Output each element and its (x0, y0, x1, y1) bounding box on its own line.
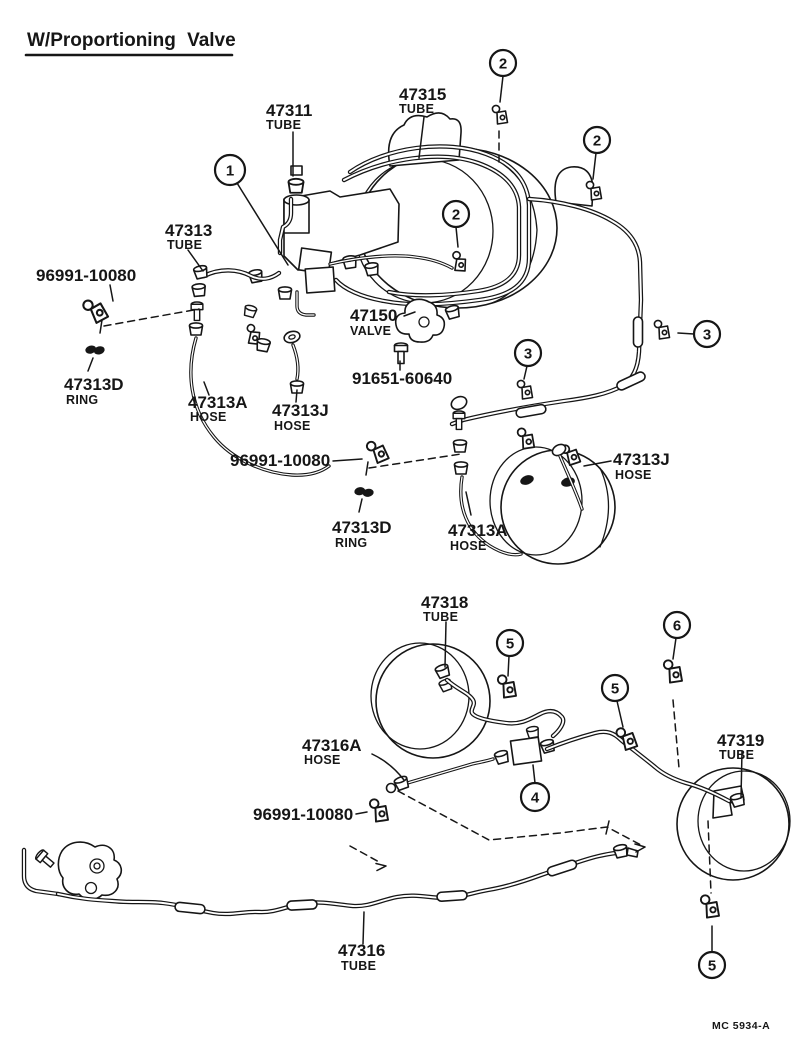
part-label-96991-10080-15 (253, 805, 353, 824)
part-number: 47316A (302, 736, 362, 755)
tube-47313 (204, 270, 279, 278)
part-label-47313j-hose-12 (613, 450, 670, 482)
part-type-label: VALVE (350, 324, 392, 338)
callout-5-8 (602, 675, 628, 701)
part-number: 47313 (165, 221, 213, 240)
callout-3-4 (694, 321, 720, 347)
part-type-label: RING (335, 536, 368, 550)
part-type-label: TUBE (423, 610, 459, 624)
callout-number: 3 (523, 345, 533, 363)
callout-number: 2 (592, 132, 602, 150)
part-type-label: RING (66, 393, 99, 407)
part-number: 96991-10080 (253, 805, 354, 824)
part-label-47315-tube-1 (399, 85, 446, 116)
part-label-47313-tube-2 (165, 221, 212, 252)
callout-number: 2 (498, 55, 508, 73)
page-title: W/Proportioning Valve (27, 30, 236, 51)
part-number: 47315 (399, 85, 447, 104)
part-number: 47150 (350, 306, 398, 325)
part-number: 47316 (338, 941, 386, 960)
part-label-47313a-hose-5 (188, 393, 248, 424)
callout-1-0 (215, 155, 245, 185)
part-label-47150-valve-7 (350, 306, 397, 338)
part-type-label: HOSE (450, 539, 487, 553)
callout-number: 5 (505, 635, 515, 653)
callout-3-5 (515, 340, 541, 366)
callout-4-6 (521, 783, 549, 811)
part-label-47316a-hose-14 (302, 736, 362, 767)
callout-number: 5 (707, 957, 717, 975)
part-type-label: TUBE (341, 959, 377, 973)
part-label-47318-tube-13 (421, 593, 468, 624)
proportioning-valve-47150 (395, 299, 461, 363)
callout-number: 5 (610, 680, 620, 698)
part-label-96991-10080-3 (36, 266, 136, 285)
part-label-47313j-hose-6 (272, 401, 329, 433)
callout-5-7 (497, 630, 523, 656)
union-4way (494, 726, 556, 765)
callout-number: 1 (225, 162, 235, 180)
part-label-47316-tube-17 (338, 941, 385, 973)
part-type-label: TUBE (719, 748, 755, 762)
part-label-47313d-ring-4 (64, 375, 124, 407)
part-number: 47313A (188, 393, 248, 412)
part-label-47313d-ring-10 (332, 518, 392, 550)
figure-code: MC 5934-A (712, 1020, 771, 1032)
callout-number: 4 (530, 789, 540, 807)
part-number: 47313A (448, 521, 508, 540)
callout-2-3 (443, 201, 469, 227)
callout-2-2 (584, 127, 610, 153)
part-label-47311-tube-0 (266, 101, 312, 132)
part-type-label: TUBE (167, 238, 203, 252)
part-label-91651-60640-8 (352, 369, 452, 388)
callout-number: 3 (702, 326, 712, 344)
hose-47316a (387, 759, 494, 793)
hose-47313j-left (256, 330, 304, 393)
title-block (26, 30, 236, 55)
callout-5-9 (699, 952, 725, 978)
part-number: 96991-10080 (36, 266, 137, 285)
part-number: 47318 (421, 593, 469, 612)
part-label-47319-tube-16 (717, 731, 764, 762)
part-type-label: HOSE (615, 468, 652, 482)
part-type-label: HOSE (190, 410, 227, 424)
part-number: 96991-10080 (230, 451, 331, 470)
part-number: 47311 (266, 101, 313, 120)
callout-number: 6 (672, 617, 682, 635)
part-number: 47319 (717, 731, 765, 750)
tube-union-to-47319 (547, 732, 746, 808)
part-label-96991-10080-9 (230, 451, 330, 470)
callout-number: 2 (451, 206, 461, 224)
part-label-47313a-hose-11 (448, 521, 508, 553)
part-number: 47313J (613, 450, 670, 469)
callout-2-1 (490, 50, 516, 76)
part-number: 47313D (64, 375, 124, 394)
part-number: 91651-60640 (352, 369, 453, 388)
part-type-label: HOSE (304, 753, 341, 767)
callout-6-10 (664, 612, 690, 638)
part-number: 47313J (272, 401, 329, 420)
part-number: 47313D (332, 518, 392, 537)
part-type-label: HOSE (274, 419, 311, 433)
part-type-label: TUBE (266, 118, 302, 132)
part-type-label: TUBE (399, 102, 435, 116)
